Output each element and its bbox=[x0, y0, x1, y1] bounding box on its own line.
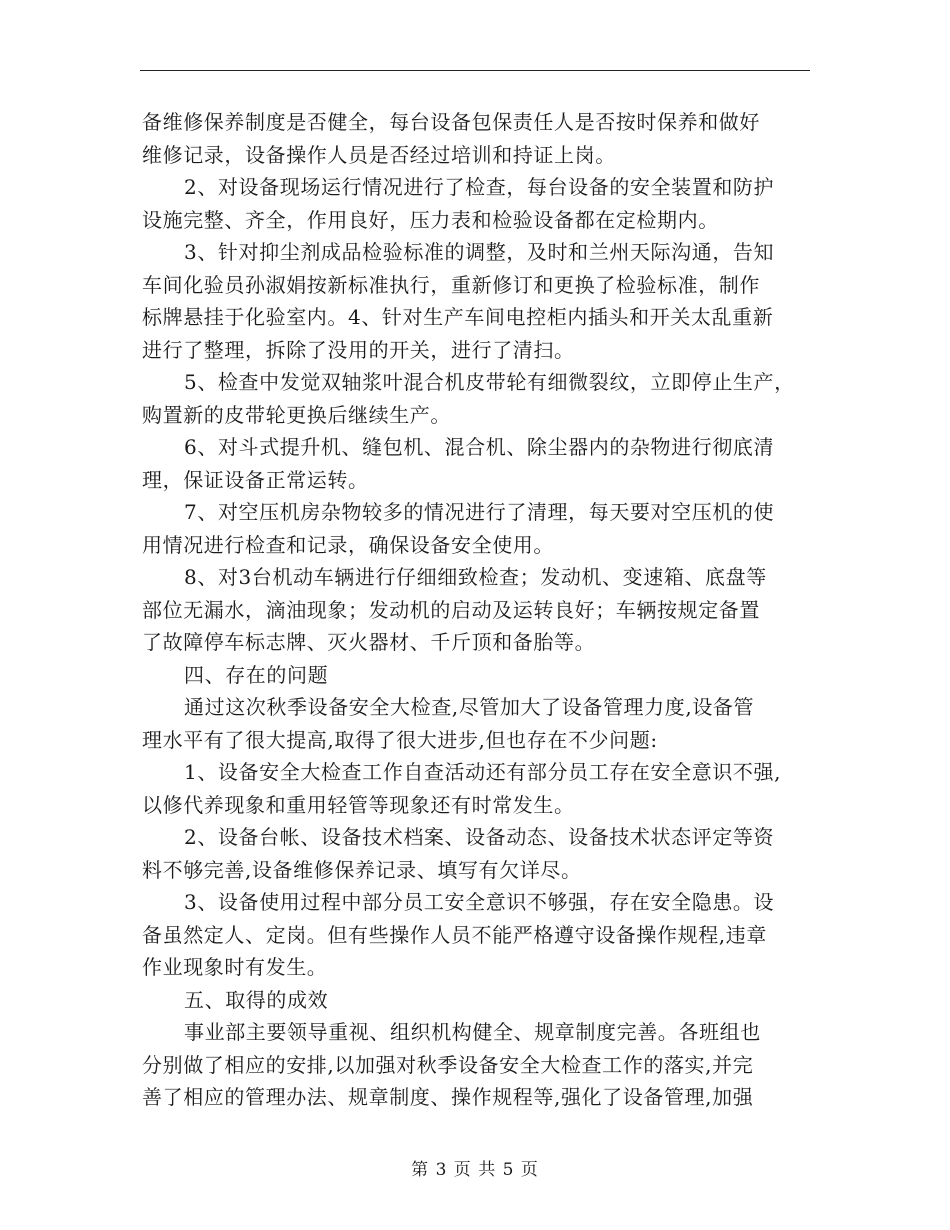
text-line: 作业现象时有发生。 bbox=[142, 955, 328, 979]
text-line: 3、设备使用过程中部分员工安全意识不够强，存在安全隐患。设 bbox=[184, 890, 775, 914]
text-line: 以修代养现象和重用轻管等现象还有时常发生。 bbox=[142, 792, 575, 817]
text-line: 3、针对抑尘剂成品检验标准的调整，及时和兰州天际沟通，告知 bbox=[184, 240, 775, 264]
text-line: 设施完整、齐全，作用良好，压力表和检验设备都在定检期内。 bbox=[142, 207, 719, 232]
text-line: 维修记录，设备操作人员是否经过培训和持证上岗。 bbox=[142, 142, 616, 167]
text-line: 2、设备台帐、设备技术档案、设备动态、设备技术状态评定等资 bbox=[184, 825, 775, 849]
text-line: 标牌悬挂于化验室内。4、针对生产车间电控柜内插头和开关太乱重新 bbox=[142, 305, 774, 329]
text-line: 事业部主要领导重视、组织机构健全、规章制度完善。各班组也 bbox=[184, 1020, 761, 1044]
text-line: 理，保证设备正常运转。 bbox=[142, 467, 369, 492]
text-line: 1、设备安全大检查工作自查活动还有部分员工存在安全意识不强, bbox=[184, 760, 782, 784]
text-line: 料不够完善,设备维修保养记录、填写有欠详尽。 bbox=[142, 857, 582, 882]
text-line: 用情况进行检查和记录，确保设备安全使用。 bbox=[142, 532, 554, 557]
text-line: 购置新的皮带轮更换后继续生产。 bbox=[142, 402, 451, 427]
document-body bbox=[142, 106, 812, 1114]
text-line: 车间化验员孙淑娟按新标准执行，重新修订和更换了检验标准，制作 bbox=[142, 272, 760, 297]
text-line: 6、对斗式提升机、缝包机、混合机、除尘器内的杂物进行彻底清 bbox=[184, 435, 775, 459]
text-line: 部位无漏水，滴油现象；发动机的启动及运转良好；车辆按规定备置 bbox=[142, 597, 760, 622]
text-line: 了故障停车标志牌、灭火器材、千斤顶和备胎等。 bbox=[142, 630, 596, 654]
text-line: 7、对空压机房杂物较多的情况进行了清理，每天要对空压机的使 bbox=[184, 500, 775, 524]
text-line: 五、取得的成效 bbox=[184, 987, 329, 1012]
text-line: 分别做了相应的安排,以加强对秋季设备安全大检查工作的落实,并完 bbox=[142, 1052, 754, 1077]
text-line: 2、对设备现场运行情况进行了检查，每台设备的安全装置和防护 bbox=[184, 175, 775, 199]
text-line: 5、检查中发觉双轴浆叶混合机皮带轮有细微裂纹，立即停止生产， bbox=[184, 370, 795, 394]
text-line: 8、对3台机动车辆进行仔细细致检查；发动机、变速箱、底盘等 bbox=[184, 565, 767, 589]
text-line: 善了相应的管理办法、规章制度、操作规程等,强化了设备管理,加强 bbox=[142, 1085, 754, 1109]
text-line: 通过这次秋季设备安全大检查,尽管加大了设备管理力度,设备管 bbox=[184, 695, 755, 719]
text-line: 进行了整理，拆除了没用的开关，进行了清扫。 bbox=[142, 337, 575, 362]
text-line: 备虽然定人、定岗。但有些操作人员不能严格遵守设备操作规程,违章 bbox=[142, 922, 767, 947]
header-rule bbox=[140, 70, 810, 71]
text-line: 备维修保养制度是否健全，每台设备包保责任人是否按时保养和做好 bbox=[142, 110, 760, 134]
text-line: 四、存在的问题 bbox=[184, 662, 329, 687]
page-footer: 第 3 页 共 5 页 bbox=[411, 1160, 539, 1180]
text-line: 理水平有了很大提高,取得了很大进步,但也存在不少问题: bbox=[142, 727, 658, 752]
